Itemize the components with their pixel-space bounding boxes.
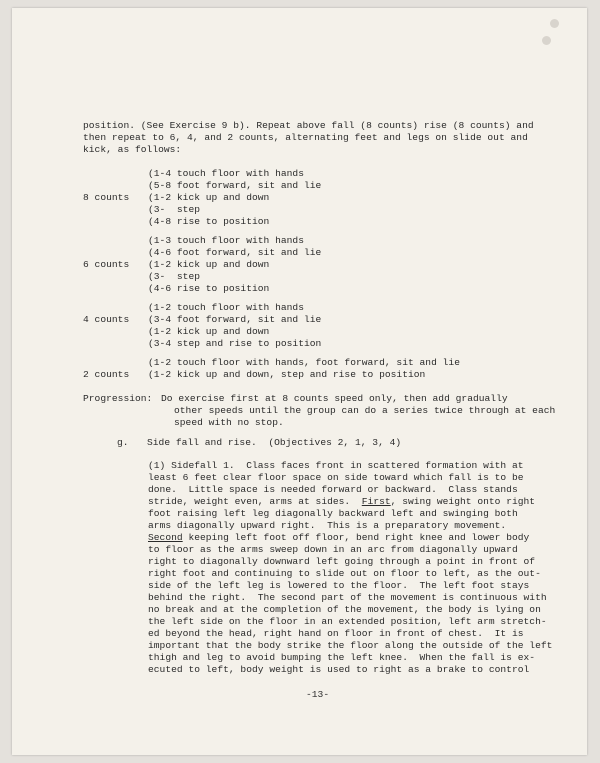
body-line [148,496,535,508]
count-step: (1-2 kick up and down [148,259,270,270]
body-text: , swing weight onto right [390,496,536,507]
body-line: right foot and continuing to slide out on floor to left, as the out- [148,568,541,579]
count-label: 8 counts [83,192,130,203]
count-step: (3-4 foot forward, sit and lie [148,314,322,325]
count-step: (3- step [148,204,200,215]
body-line: ecuted to left, body weight is used to right as a brake to control [148,664,530,675]
emphasis-first: First [361,496,391,507]
count-step: (1-2 kick up and down [148,192,270,203]
section-title: Side fall and rise. (Objectives 2, 1, 3, 4) [147,437,402,448]
count-step: (1-2 kick up and down, step and rise to position [148,369,426,380]
body-text: keeping left foot off floor, bend right knee and lower body [182,532,530,543]
count-step: (1-3 touch floor with hands [148,235,304,246]
body-line: no break and at the completion of the movement, the body is lying on [148,604,541,615]
body-line: ed beyond the head, right hand on floor in front of chest. It is [148,628,524,639]
count-step: (3- step [148,271,200,282]
count-step: (5-8 foot forward, sit and lie [148,180,322,191]
body-line: done. Little space is needed forward or backward. Class stands [148,484,518,495]
punch-hole [550,19,559,28]
count-label: 6 counts [83,259,130,270]
body-text: stride, weight even, arms at sides. [148,496,362,507]
emphasis-second: Second [148,532,183,543]
punch-hole [542,36,551,45]
progression-label: Progression: [83,393,153,404]
body-line: important that the body strike the floor along the outside of the left [148,640,553,651]
intro-line: position. (See Exercise 9 b). Repeat above fall (8 counts) rise (8 counts) and [83,120,534,131]
body-line: arms diagonally upward right. This is a preparatory movement. [148,520,507,531]
body-line: right to diagonally downward left going through a point in front of [148,556,536,567]
count-step: (1-2 kick up and down [148,326,270,337]
count-step: (1-2 touch floor with hands [148,302,304,313]
intro-line: kick, as follows: [83,144,182,155]
count-step: (1-2 touch floor with hands, foot forward, sit and lie [148,357,460,368]
body-line: side of the left leg is lowered to the floor. The left foot stays [148,580,530,591]
count-label: 2 counts [83,369,130,380]
body-line [148,532,529,544]
progression-line: speed with no stop. [174,417,284,428]
body-line: behind the right. The second part of the movement is continuous with [148,592,547,603]
body-line: the left side on the floor in an extended position, left arm stretch- [148,616,547,627]
count-step: (4-8 rise to position [148,216,270,227]
progression-line: other speeds until the group can do a series twice through at each [174,405,556,416]
section-letter: g. [117,437,129,448]
body-line: (1) Sidefall 1. Class faces front in scattered formation with at [148,460,524,471]
count-step: (4-6 foot forward, sit and lie [148,247,322,258]
progression-line: Do exercise first at 8 counts speed only, then add gradually [161,393,508,404]
page-number: -13- [306,689,330,700]
body-line: least 6 feet clear floor space on side toward which fall is to be [148,472,524,483]
count-step: (1-4 touch floor with hands [148,168,304,179]
count-step: (3-4 step and rise to position [148,338,322,349]
intro-line: then repeat to 6, 4, and 2 counts, alternating feet and legs on slide out and [83,132,528,143]
body-line: thigh and leg to avoid bumping the left knee. When the fall is ex- [148,652,536,663]
body-line: to floor as the arms sweep down in an arc from diagonally upward [148,544,518,555]
count-step: (4-6 rise to position [148,283,270,294]
count-label: 4 counts [83,314,130,325]
body-line: foot raising left leg diagonally backward left and swinging both [148,508,518,519]
